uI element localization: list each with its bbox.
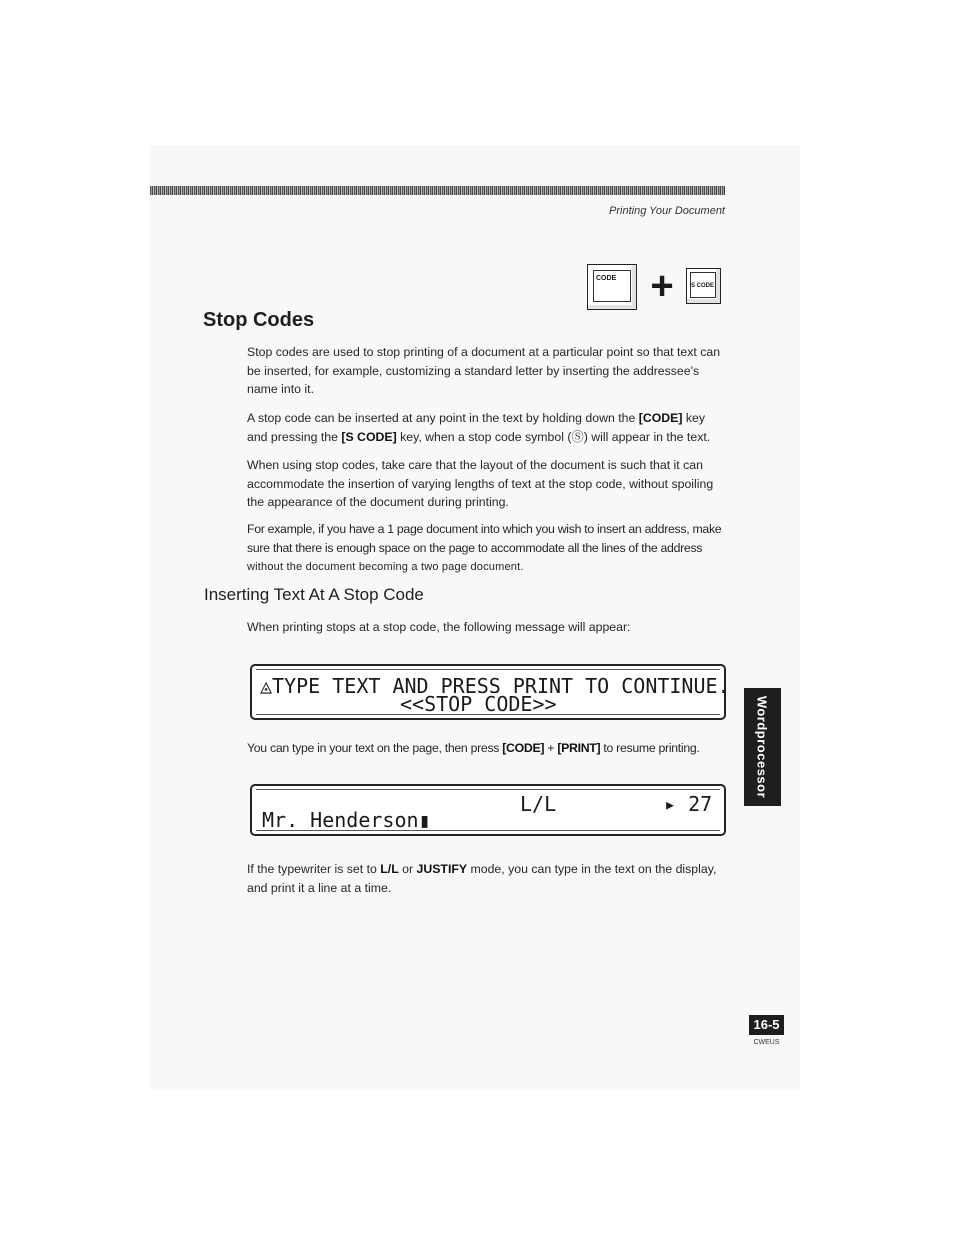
resume-text-a: You can type in your text on the page, then press: [247, 741, 503, 755]
display-mode-indicator: L/L: [520, 792, 557, 816]
plus-text: +: [544, 741, 558, 755]
closing-text-b: mode, you can type in the text on the display, and print it a line at a time.: [247, 862, 717, 895]
paragraph-2: [247, 409, 727, 446]
display-column-counter: ▸ 27: [664, 792, 713, 816]
ll-mode-reference: L/L: [380, 862, 399, 876]
subsection-title: Inserting Text At A Stop Code: [204, 585, 424, 604]
stop-message-display: [250, 664, 730, 720]
chapter-tab-label: Wordprocessor: [754, 695, 770, 799]
closing-or-text: or: [398, 862, 417, 876]
scode-key-label: S CODE: [691, 283, 715, 289]
code-key-illustration: [587, 264, 637, 310]
paragraph-2-text-b: key and pressing the: [247, 411, 705, 444]
page-number: 16-5: [749, 1015, 784, 1035]
print-key-reference: [PRINT]: [557, 741, 601, 755]
typing-display: [250, 784, 726, 836]
display-stop-code-line: <<STOP CODE>>: [400, 692, 557, 716]
display-typed-text: Mr. Henderson▮: [262, 808, 431, 832]
code-key-reference: [CODE]: [502, 741, 545, 755]
closing-paragraph: [247, 860, 727, 897]
plus-sign: +: [650, 264, 674, 308]
paragraph-4-text-a: For example, if you have a 1 page document into which you wish to insert an address, make sure that there is enough space on the page to accommodate all the lines of the address: [247, 522, 722, 555]
code-key-label: CODE: [596, 275, 617, 282]
resume-text-b: to resume printing.: [600, 741, 700, 755]
resume-printing-text: [247, 739, 727, 758]
running-head: Printing Your Document: [609, 205, 725, 217]
paragraph-1: Stop codes are used to stop printing of a document at a particular point so that text can be inserted, for example, customizing a standard letter by inserting the addressee's name into it.: [247, 345, 721, 396]
scode-key-reference: [S CODE]: [341, 429, 397, 444]
paragraph-4: [247, 520, 727, 577]
page-code: CWEUS: [753, 1039, 780, 1046]
display-message-line: ◬TYPE TEXT AND PRESS PRINT TO CONTINUE.: [260, 674, 730, 698]
section-title: Stop Codes: [203, 309, 315, 331]
paragraph-2-text-c: key, when a stop code symbol (Ⓢ) will appear in the text.: [396, 429, 711, 444]
paragraph-4-text-b: without the document becoming a two page document.: [247, 561, 524, 573]
scode-key-illustration: [686, 268, 721, 304]
header-rule: [150, 186, 725, 195]
justify-mode-reference: JUSTIFY: [416, 862, 468, 876]
stop-intro-text: When printing stops at a stop code, the following message will appear:: [247, 620, 631, 634]
chapter-tab: [744, 688, 781, 806]
paragraph-2-text-a: A stop code can be inserted at any point in the text by holding down the: [247, 411, 639, 425]
code-key-reference: [CODE]: [638, 411, 683, 425]
closing-text-a: If the typewriter is set to: [247, 862, 381, 876]
paragraph-3: When using stop codes, take care that the layout of the document is such that it can accommodate the insertion of varying lengths of text at the stop code, without spoiling the appearance of the document during printing.: [247, 458, 714, 509]
